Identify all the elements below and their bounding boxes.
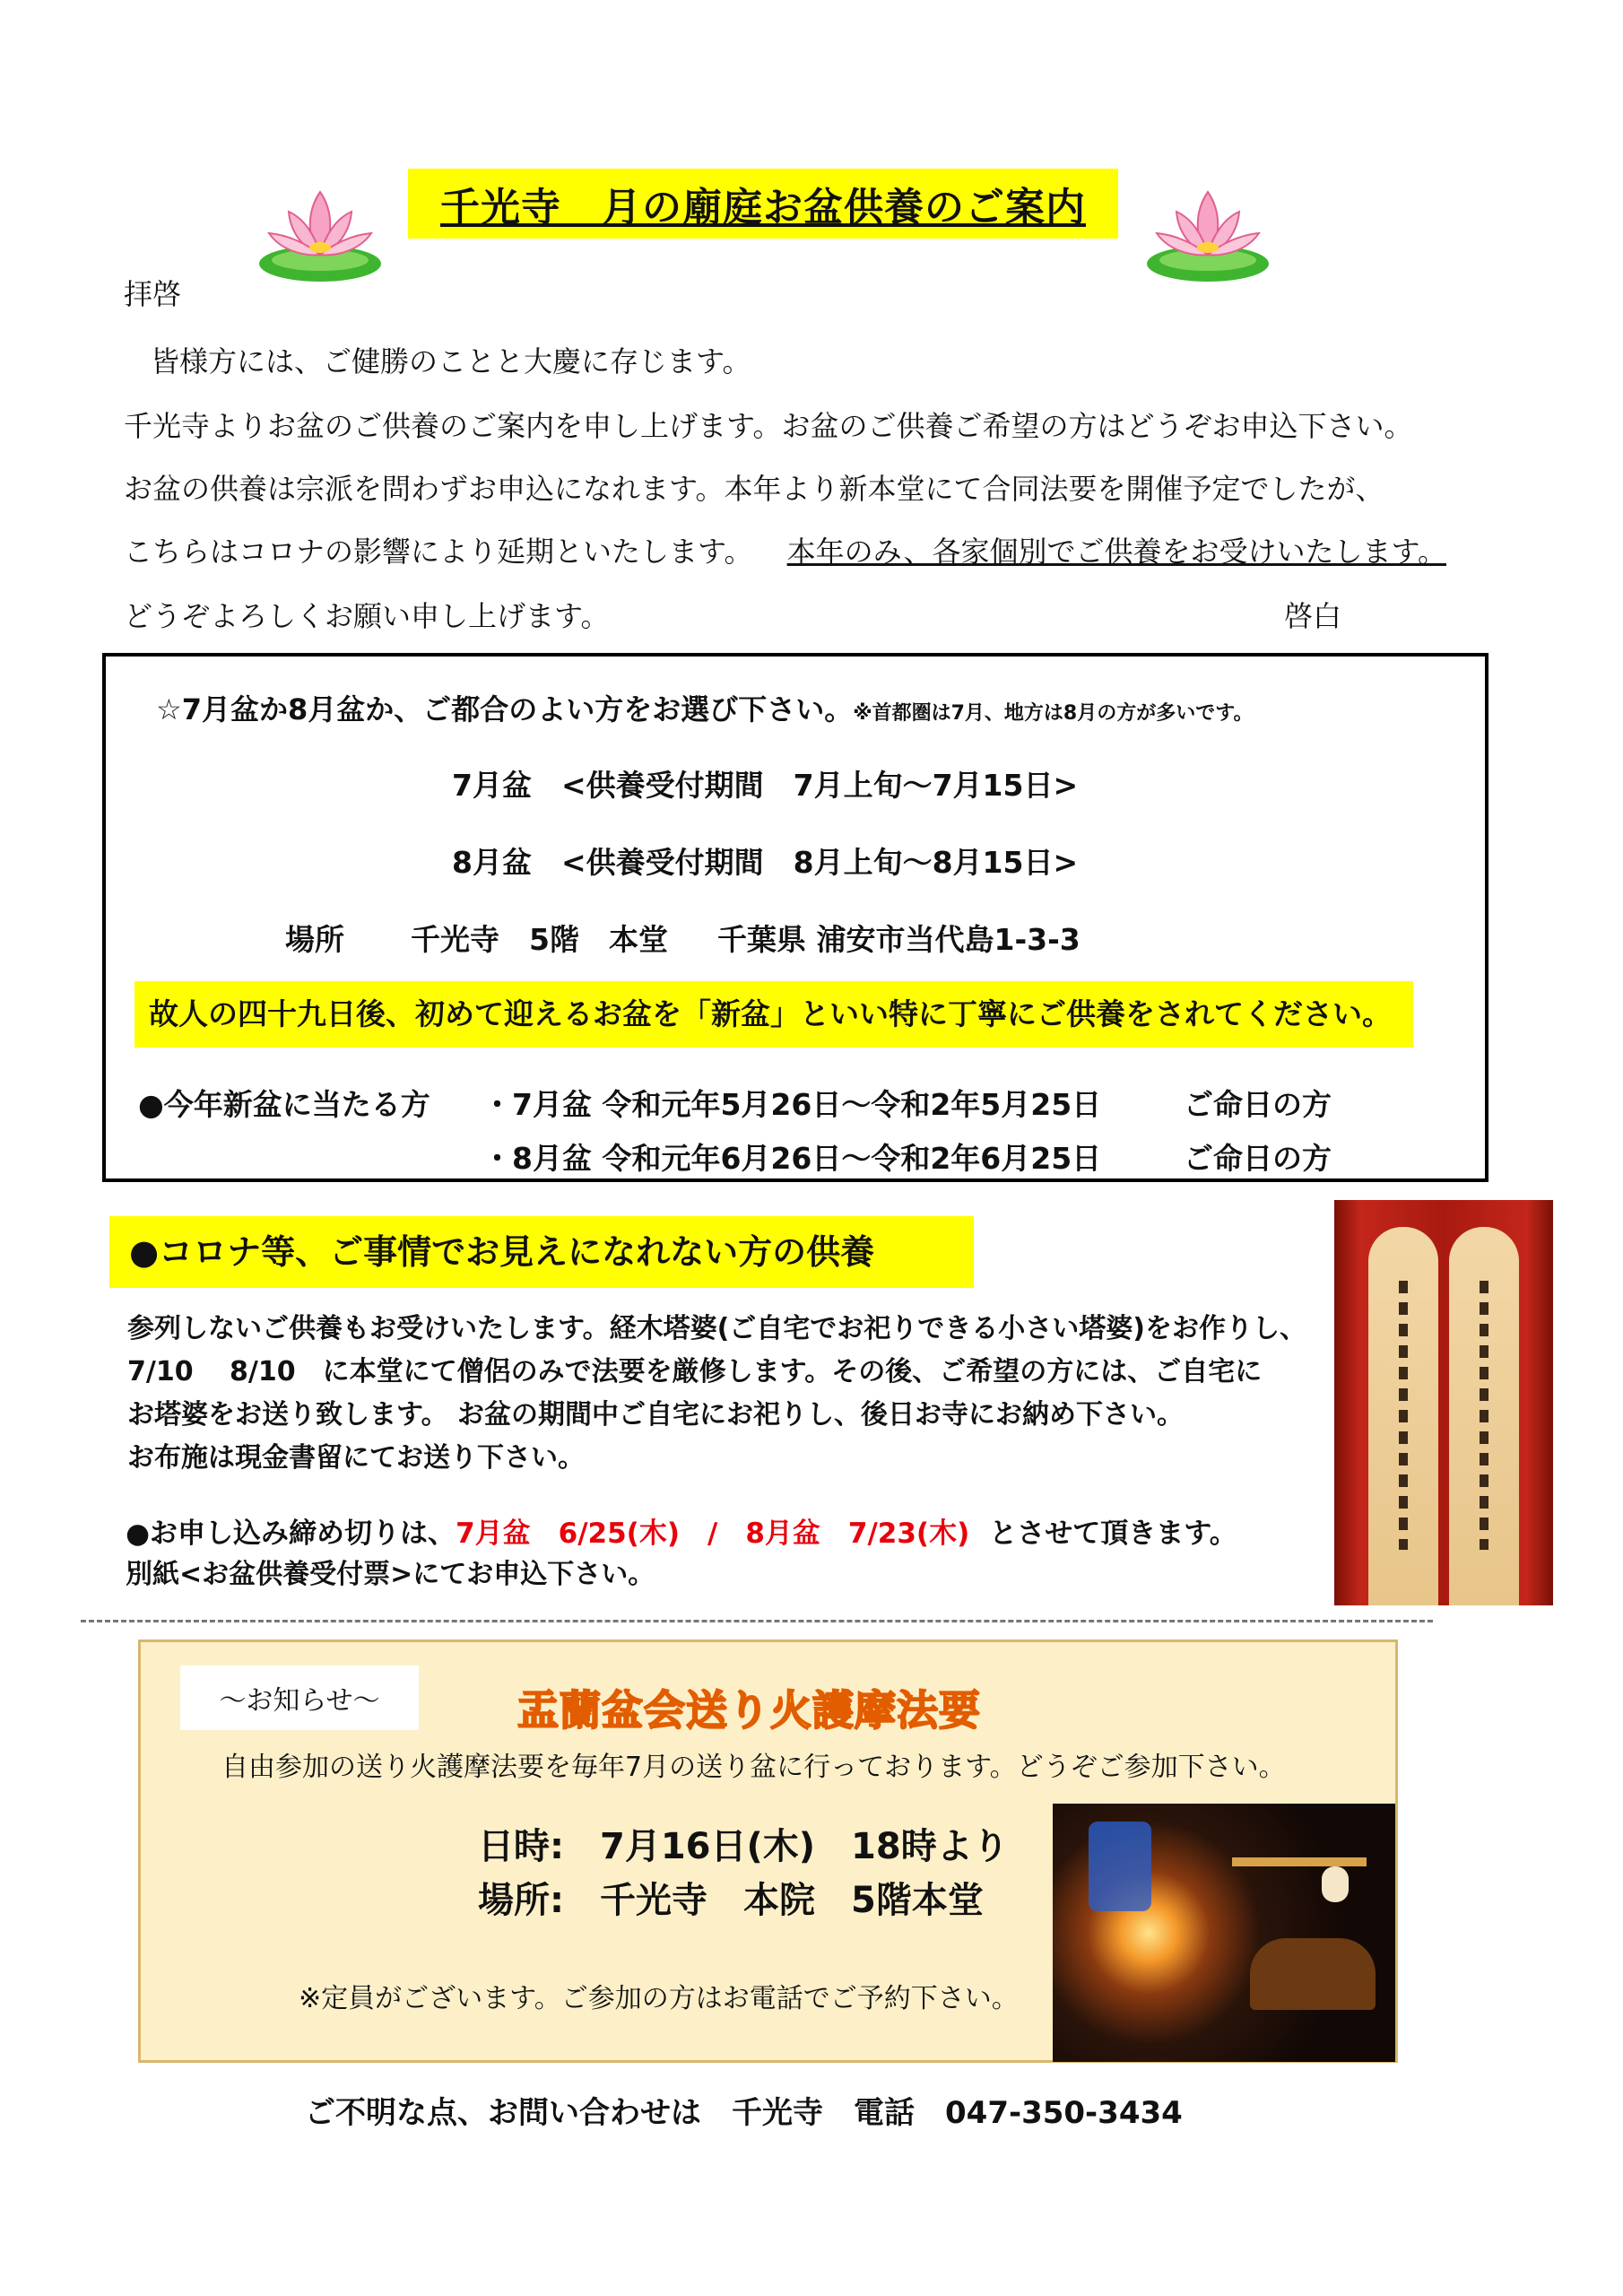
remote-heading: ●コロナ等、ご事情でお見えになれない方の供養: [109, 1216, 974, 1288]
choose-line: [156, 687, 1253, 728]
august-period: 8月盆 <供養受付期間 8月上旬～8月15日>: [452, 845, 1079, 880]
place-label: 場所: [285, 922, 344, 957]
lotus-icon: [253, 176, 387, 283]
event-note: ※定員がございます。ご参加の方はお電話でご予約下さい。: [299, 1983, 1019, 2014]
new-bon-suffix-1: ご命日の方: [1184, 1087, 1332, 1122]
event-place: 場所: 千光寺 本院 5階本堂: [478, 1880, 984, 1921]
deadline-prefix: ●お申し込み締め切りは、: [126, 1518, 456, 1550]
letter-line-5: どうぞよろしくお願い申し上げます。: [124, 599, 610, 633]
event-date: 日時: 7月16日(木) 18時より: [478, 1826, 1009, 1867]
salutation: 拝啓: [124, 277, 182, 311]
choose-note: ※首都圏は7月、地方は8月の方が多いです。: [853, 702, 1254, 725]
divider: [81, 1620, 1433, 1622]
letter-line-1: 皆様方には、ご健勝のことと大慶に存じます。: [151, 344, 751, 378]
new-bon-suffix-2: ご命日の方: [1184, 1141, 1332, 1176]
deadline-dates: 7月盆 6/25(木) / 8月盆 7/23(木): [456, 1518, 970, 1550]
stupa-photo: [1334, 1200, 1553, 1605]
event-intro: 自由参加の送り火護摩法要を毎年7月の送り盆に行っております。どうぞご参加下さい。: [221, 1752, 1286, 1783]
letter-line-4: [124, 529, 1446, 570]
new-bon-july: ・7月盆 令和元年5月26日～令和2年5月25日: [482, 1087, 1102, 1122]
choose-text: ☆7月盆か8月盆か、ご都合のよい方をお選び下さい。: [156, 692, 854, 726]
letter-line-4b: 本年のみ、各家個別でご供養をお受けいたします。: [786, 535, 1446, 569]
notice-tag: ～お知らせ～: [180, 1665, 419, 1730]
letter-line-2: 千光寺よりお盆のご供養のご案内を申し上げます。お盆のご供養ご希望の方はどうぞお申込下さい。: [124, 409, 1413, 443]
form-line: 別紙<お盆供養受付票>にてお申込下さい。: [126, 1559, 655, 1590]
notice-box: [138, 1639, 1398, 2063]
schedule-box: [102, 653, 1488, 1182]
deadline-line: [126, 1510, 1237, 1551]
place-venue: 千光寺 5階 本堂: [411, 922, 668, 957]
lotus-icon: [1141, 176, 1275, 283]
july-period: 7月盆 <供養受付期間 7月上旬～7月15日>: [452, 768, 1079, 803]
goma-fire-photo: [1053, 1804, 1395, 2062]
remote-line-2: 7/10 8/10 に本堂にて僧侶のみで法要を厳修します。その後、ご希望の方には、ご自宅に: [127, 1356, 1263, 1387]
title-text: 千光寺 月の廟庭お盆供養のご案内: [440, 185, 1086, 230]
shinbon-note: 故人の四十九日後、初めて迎えるお盆を「新盆」といい特に丁寧にご供養をされてください。: [135, 981, 1413, 1048]
remote-line-4: お布施は現金書留にてお送り下さい。: [127, 1442, 585, 1474]
event-title: 盂蘭盆会送り火護摩法要: [517, 1686, 981, 1735]
page-title: [408, 169, 1118, 239]
new-bon-label: ●今年新盆に当たる方: [138, 1087, 430, 1122]
deadline-suffix: とさせて頂きます。: [989, 1518, 1237, 1550]
new-bon-august: ・8月盆 令和元年6月26日～令和2年6月25日: [482, 1141, 1102, 1176]
letter-line-4a: こちらはコロナの影響により延期といたします。: [124, 535, 753, 569]
remote-line-1: 参列しないご供養もお受けいたします。経木塔婆(ご自宅でお祀りできる小さい塔婆)をお作りし、: [127, 1313, 1307, 1344]
letter-line-3: お盆の供養は宗派を問わずお申込になれます。本年より新本堂にて合同法要を開催予定でしたが、: [124, 472, 1384, 506]
contact-line: ご不明な点、お問い合わせは 千光寺 電話 047-350-3434: [305, 2095, 1183, 2131]
closing: 啓白: [1284, 599, 1342, 633]
remote-line-3: お塔婆をお送り致します。 お盆の期間中ご自宅にお祀りし、後日お寺にお納め下さい。: [127, 1399, 1185, 1431]
place-address: 千葉県 浦安市当代島1-3-3: [717, 922, 1081, 957]
